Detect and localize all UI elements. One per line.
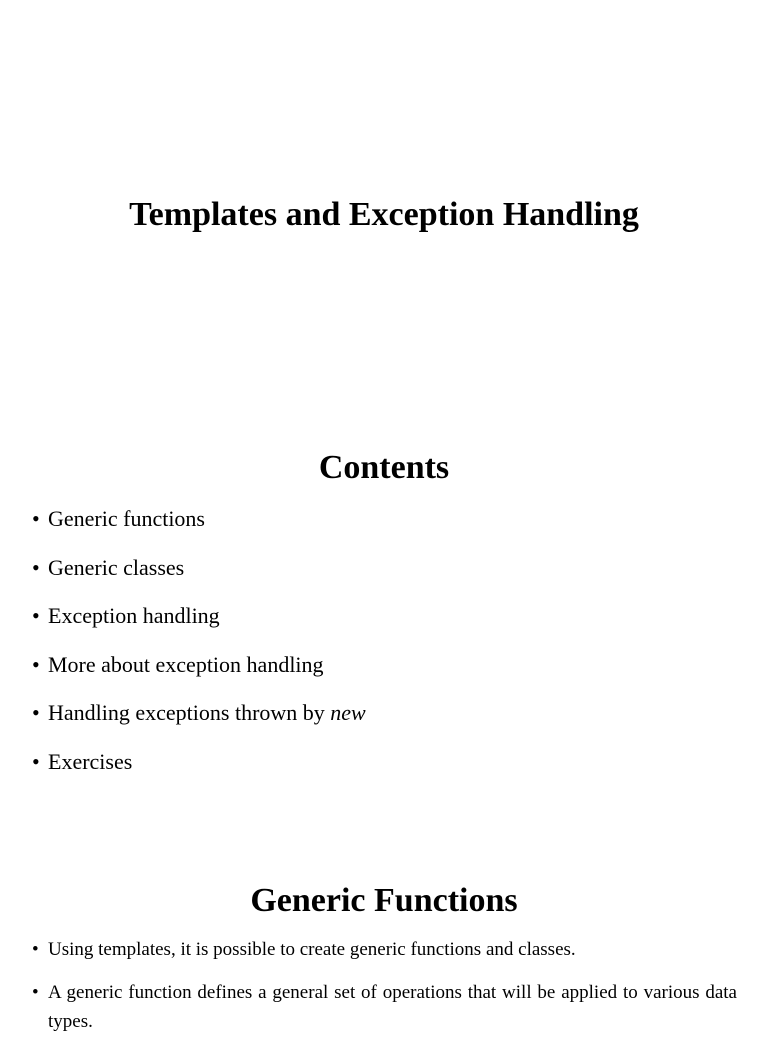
list-item-text: More about exception handling	[48, 651, 324, 677]
list-item	[32, 649, 737, 698]
bullet-icon: •	[32, 603, 40, 628]
keyword-new: new	[330, 700, 366, 725]
list-item-text: Generic functions	[48, 506, 205, 531]
list-item-text: Handling exceptions thrown by	[48, 700, 331, 725]
page-title: Templates and Exception Handling	[129, 196, 639, 233]
list-item-text: A generic function defines a general set of operations that will be applied to various data types.	[48, 982, 737, 1032]
list-item	[32, 935, 737, 964]
bullet-icon: •	[32, 939, 39, 960]
list-item-text: Exercises	[48, 748, 133, 774]
bullet-icon: •	[32, 700, 40, 725]
bullet-icon: •	[32, 982, 39, 1003]
bullet-icon: •	[32, 554, 40, 580]
list-item-text: Using templates, it is possible to create generic functions and classes.	[48, 939, 576, 960]
bullet-icon: •	[32, 651, 40, 677]
list-item	[32, 746, 737, 795]
contents-heading: Contents	[318, 449, 450, 486]
bullet-icon: •	[32, 506, 40, 531]
list-item	[32, 503, 737, 552]
list-item-text: Generic classes	[48, 554, 185, 580]
list-item-text: Exception handling	[48, 603, 220, 628]
contents-list	[32, 503, 737, 794]
list-item	[32, 552, 737, 601]
bullet-icon: •	[32, 748, 40, 774]
list-item	[32, 697, 737, 746]
list-item	[32, 600, 737, 649]
generic-functions-list	[32, 935, 737, 1050]
list-item	[32, 978, 737, 1036]
generic-functions-heading: Generic Functions	[250, 882, 518, 919]
